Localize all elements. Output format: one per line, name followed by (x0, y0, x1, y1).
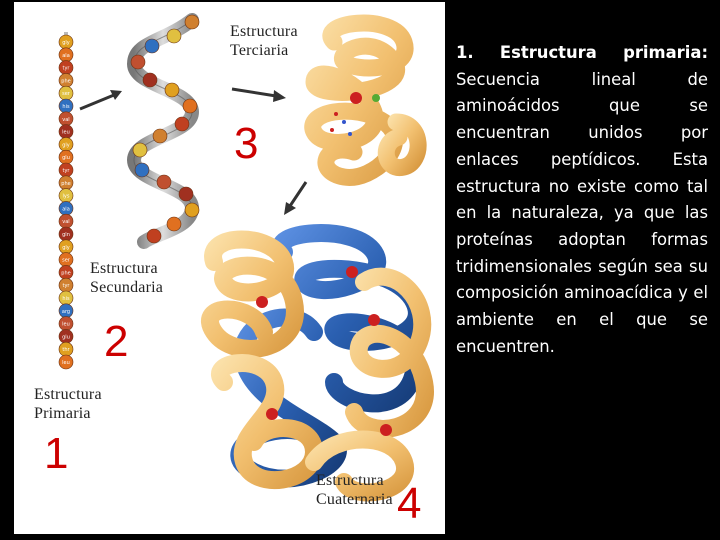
description-body: Secuencia lineal de aminoácidos que se encuentran unidos por enlaces peptídicos. Esta estructura no existe como tal en la naturaleza, ya que las proteínas adoptan formas tridimensionales según sea su composición aminoacídica y el ambiente en el que se encuentren. (456, 69, 708, 356)
amino-acid-bead-label: gln (62, 232, 70, 238)
number-3: 3 (234, 119, 259, 168)
amino-acid-bead-label: ala (62, 206, 70, 213)
amino-acid-bead-label: glu (62, 155, 70, 162)
label-terciaria: Estructura Terciaria (230, 23, 298, 59)
amino-acid-bead-label: tyr (62, 65, 70, 72)
helix-bead (179, 187, 193, 201)
amino-acid-bead-label: gly (62, 40, 70, 46)
helix-bead (185, 15, 199, 29)
number-1: 1 (44, 429, 69, 478)
helix-bead (131, 55, 145, 69)
amino-acid-bead-label: arg (61, 308, 71, 315)
helix-bead (145, 39, 159, 53)
protein-illustration (14, 2, 445, 534)
helix-bead (167, 217, 181, 231)
arrow-tertiary-to-quaternary (284, 182, 306, 215)
arrow-secondary-to-tertiary (232, 89, 286, 102)
amino-acid-bead-label: his (62, 296, 70, 302)
protein-structure-figure (14, 2, 445, 534)
amino-acid-bead-label: leu (62, 321, 70, 328)
amino-acid-bead-label: ala (62, 52, 70, 59)
helix-bead (157, 175, 171, 189)
arrow-primary-to-secondary (80, 90, 122, 109)
helix-bead (153, 129, 167, 143)
amino-acid-bead-label: ser (62, 257, 70, 264)
helix-bead (185, 203, 199, 217)
amino-acid-bead-label: phe (61, 78, 71, 85)
helix-bead (183, 99, 197, 113)
quaternary-structure (210, 233, 425, 492)
helix-bead (135, 163, 149, 177)
amino-acid-bead-label: lys (62, 193, 70, 200)
helix-bead (133, 143, 147, 157)
amino-acid-bead-label: tyr (62, 283, 70, 290)
amino-acid-bead-label: thr (62, 347, 70, 354)
label-cuaternaria: Estructura Cuaternaria (316, 472, 393, 508)
amino-acid-bead-label: leu (62, 129, 70, 136)
tertiary-structure (313, 23, 418, 177)
label-secundaria: Estructura Secundaria (90, 260, 164, 296)
amino-acid-bead-label: leu (62, 360, 70, 366)
amino-acid-bead-label: tyr (62, 168, 70, 174)
primary-chain (59, 32, 73, 369)
description-panel (456, 40, 708, 360)
helix-bead (147, 229, 161, 243)
helix-bead (143, 73, 157, 87)
amino-acid-bead-label: gly (62, 142, 70, 149)
helix-bead (167, 29, 181, 43)
amino-acid-bead-label: glu (62, 334, 70, 341)
description-heading: 1. Estructura primaria: (456, 43, 708, 62)
helix-bead (175, 117, 189, 131)
number-2: 2 (104, 317, 129, 366)
number-4: 4 (397, 479, 422, 528)
amino-acid-bead-label: his (62, 104, 70, 110)
helix-bead (165, 83, 179, 97)
amino-acid-bead-label: ser (62, 91, 70, 98)
label-primaria: Estructura Primaria (34, 386, 102, 422)
amino-acid-bead-label: val (62, 219, 70, 226)
amino-acid-bead-label: phe (61, 270, 71, 277)
amino-acid-bead-label: phe (61, 180, 71, 187)
amino-acid-bead-label: gly (62, 244, 70, 251)
amino-acid-bead-label: val (62, 116, 70, 123)
